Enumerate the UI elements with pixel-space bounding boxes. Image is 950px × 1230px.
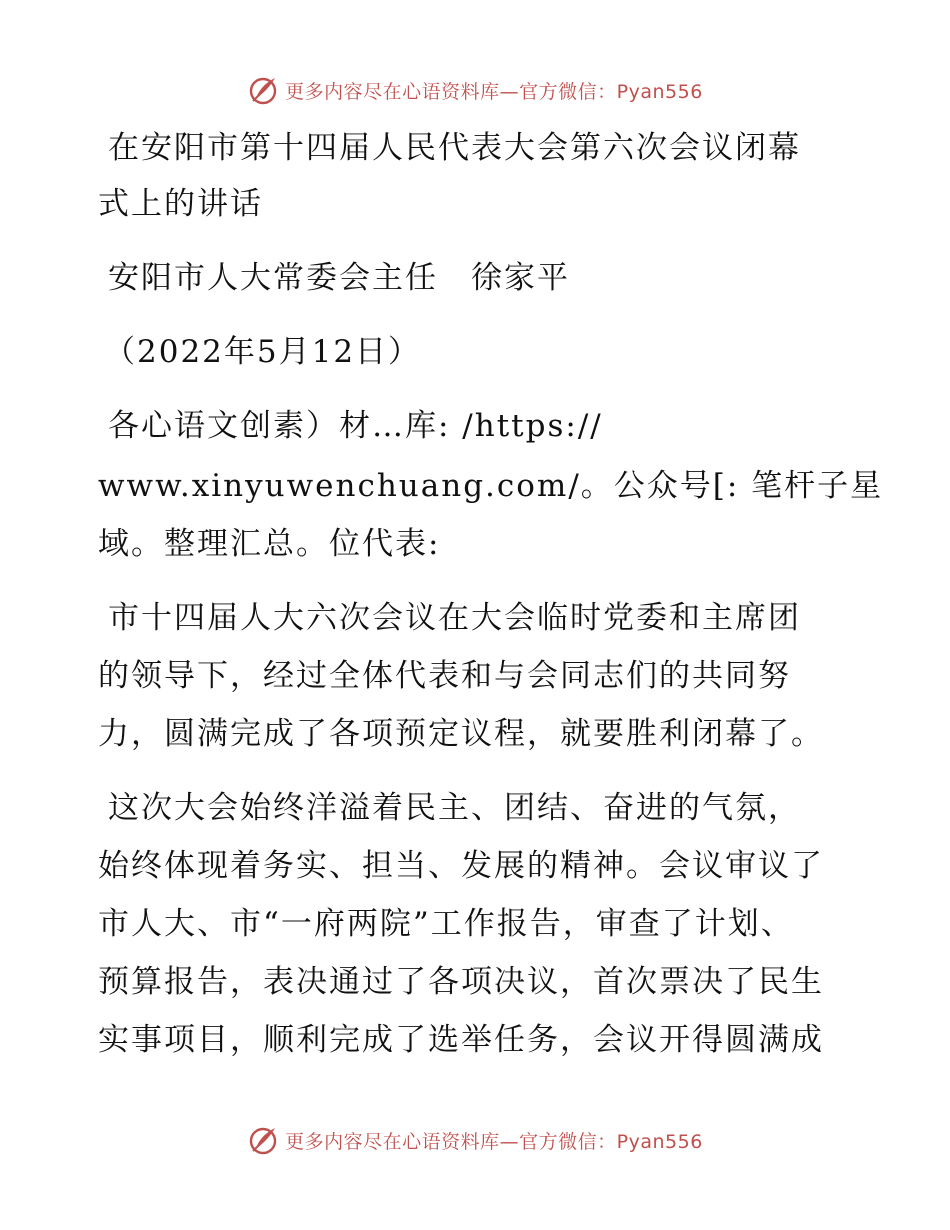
- paragraph-line: 力，圆满完成了各项预定议程，就要胜利闭幕了。: [98, 716, 824, 752]
- paragraph-line: 预算报告，表决通过了各项决议，首次票决了民生: [98, 964, 824, 1000]
- intro-line: www.xinyuwenchuang.com/。公众号[: 笔杆子星: [98, 468, 884, 504]
- date-line: （2022年5月12日）: [104, 334, 422, 370]
- paragraph-line: 始终体现着务实、担当、发展的精神。会议审议了: [98, 848, 824, 884]
- paragraph-line: 的领导下，经过全体代表和与会同志们的共同努: [98, 658, 791, 694]
- footer-banner: [0, 1120, 950, 1160]
- quill-logo-icon: [247, 74, 279, 106]
- quill-logo-icon: [247, 1124, 279, 1156]
- speaker-line: 安阳市人大常委会主任 徐家平: [108, 260, 570, 296]
- paragraph-line: 实事项目，顺利完成了选举任务，会议开得圆满成: [98, 1022, 824, 1058]
- paragraph-line: 这次大会始终洋溢着民主、团结、奋进的气氛，: [108, 790, 801, 826]
- paragraph-line: 市人大、市“一府两院”工作报告，审查了计划、: [98, 906, 794, 942]
- header-banner: [0, 70, 950, 110]
- intro-line: 域。整理汇总。位代表:: [98, 526, 441, 562]
- banner-text: 更多内容尽在心语资料库—官方微信：Pyan556: [285, 80, 703, 103]
- title-line: 式上的讲话: [98, 186, 263, 222]
- banner-text: 更多内容尽在心语资料库—官方微信：Pyan556: [285, 1130, 703, 1153]
- title-line: 在安阳市第十四届人民代表大会第六次会议闭幕: [108, 130, 801, 166]
- paragraph-line: 市十四届人大六次会议在大会临时党委和主席团: [108, 600, 801, 636]
- intro-line: 各心语文创素）材…库: /https://: [108, 408, 603, 444]
